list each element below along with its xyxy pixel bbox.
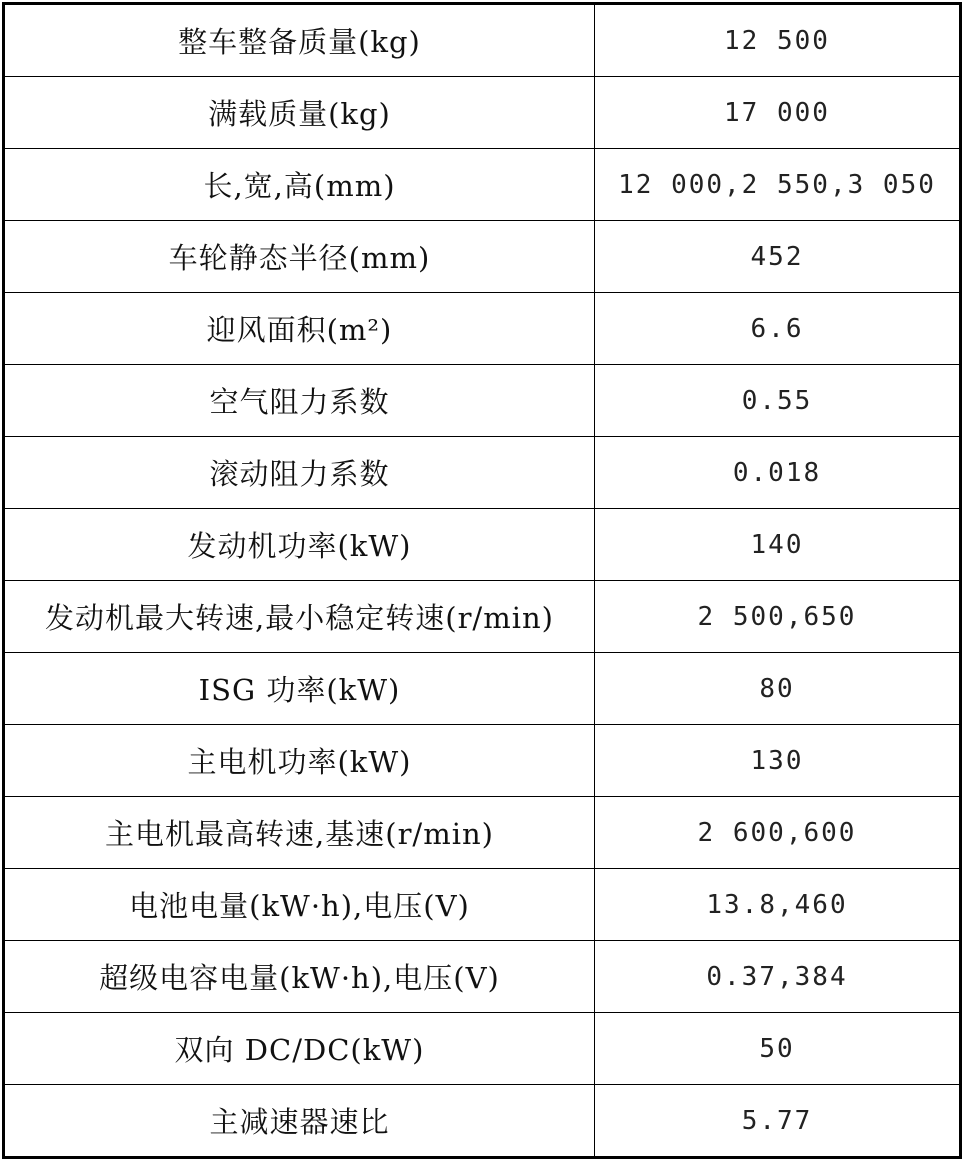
param-cell: 双向 DC/DC(kW): [4, 1013, 595, 1085]
value-cell: 12 500: [595, 4, 961, 77]
value-cell: 12 000,2 550,3 050: [595, 149, 961, 221]
value-cell: 0.55: [595, 365, 961, 437]
table-row: [4, 437, 961, 509]
param-cell: 迎风面积(m²): [4, 293, 595, 365]
param-cell: 车轮静态半径(mm): [4, 221, 595, 293]
param-cell: 整车整备质量(kg): [4, 4, 595, 77]
param-cell: 电池电量(kW·h),电压(V): [4, 869, 595, 941]
table-row: [4, 725, 961, 797]
param-cell: ISG 功率(kW): [4, 653, 595, 725]
value-cell: 140: [595, 509, 961, 581]
table-row: [4, 149, 961, 221]
param-cell: 主减速器速比: [4, 1085, 595, 1158]
table-row: [4, 1085, 961, 1158]
value-cell: 17 000: [595, 77, 961, 149]
table-row: [4, 1013, 961, 1085]
value-cell: 130: [595, 725, 961, 797]
value-cell: 2 600,600: [595, 797, 961, 869]
param-cell: 长,宽,高(mm): [4, 149, 595, 221]
table-row: [4, 653, 961, 725]
param-cell: 主电机功率(kW): [4, 725, 595, 797]
vehicle-spec-table: [2, 2, 962, 1159]
value-cell: 5.77: [595, 1085, 961, 1158]
table-row: [4, 797, 961, 869]
value-cell: 0.37,384: [595, 941, 961, 1013]
param-cell: 发动机功率(kW): [4, 509, 595, 581]
table-row: [4, 77, 961, 149]
param-cell: 超级电容电量(kW·h),电压(V): [4, 941, 595, 1013]
value-cell: 0.018: [595, 437, 961, 509]
value-cell: 50: [595, 1013, 961, 1085]
value-cell: 80: [595, 653, 961, 725]
value-cell: 2 500,650: [595, 581, 961, 653]
table-row: [4, 941, 961, 1013]
value-cell: 6.6: [595, 293, 961, 365]
param-cell: 空气阻力系数: [4, 365, 595, 437]
table-row: [4, 293, 961, 365]
table-row: [4, 509, 961, 581]
param-cell: 主电机最高转速,基速(r/min): [4, 797, 595, 869]
value-cell: 13.8,460: [595, 869, 961, 941]
table-row: [4, 581, 961, 653]
param-cell: 满载质量(kg): [4, 77, 595, 149]
table-row: [4, 869, 961, 941]
table-row: [4, 365, 961, 437]
table-row: [4, 4, 961, 77]
param-cell: 滚动阻力系数: [4, 437, 595, 509]
param-cell: 发动机最大转速,最小稳定转速(r/min): [4, 581, 595, 653]
value-cell: 452: [595, 221, 961, 293]
table-row: [4, 221, 961, 293]
